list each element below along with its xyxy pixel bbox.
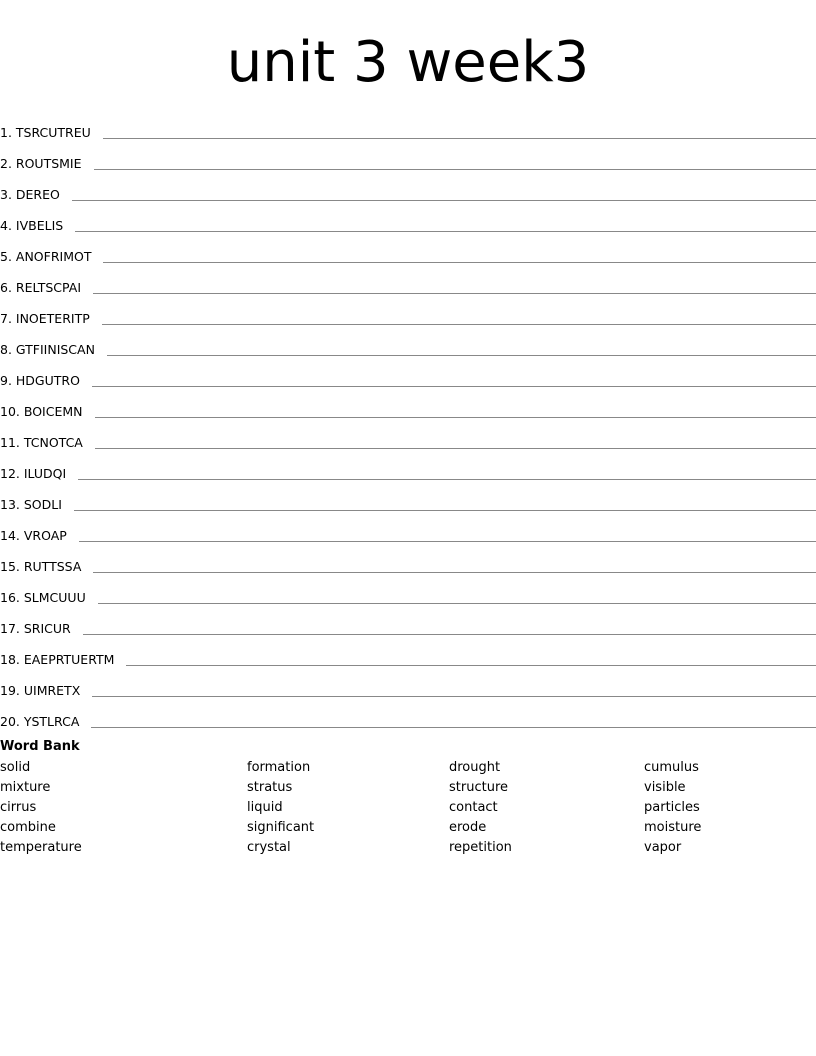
- answer-line[interactable]: [103, 138, 816, 139]
- answer-line[interactable]: [107, 355, 816, 356]
- answer-line[interactable]: [83, 634, 816, 635]
- scrambled-word-label: 11. TCNOTCA: [0, 435, 83, 450]
- word-bank-word: structure: [449, 780, 508, 795]
- scrambled-word-label: 12. ILUDQI: [0, 466, 67, 481]
- word-bank-word: cumulus: [644, 760, 699, 775]
- word-bank-word: vapor: [644, 840, 682, 855]
- puzzle-row: [0, 668, 816, 699]
- puzzle-list: [0, 110, 816, 730]
- word-bank-grid: [0, 758, 816, 858]
- puzzle-row: [0, 172, 816, 203]
- puzzle-row: [0, 203, 816, 234]
- puzzle-row: [0, 327, 816, 358]
- word-bank-word: particles: [644, 800, 700, 815]
- word-bank-word: contact: [449, 800, 498, 815]
- scrambled-word-label: 10. BOICEMN: [0, 404, 83, 419]
- word-bank-word: combine: [0, 820, 56, 835]
- word-bank: [0, 738, 816, 858]
- word-bank-word: erode: [449, 820, 487, 835]
- word-bank-word: temperature: [0, 840, 82, 855]
- puzzle-row: [0, 234, 816, 265]
- word-bank-word: crystal: [247, 840, 291, 855]
- scrambled-word-label: 1. TSRCUTREU: [0, 125, 91, 140]
- puzzle-row: [0, 420, 816, 451]
- scrambled-word-label: 18. EAEPRTUERTM: [0, 652, 115, 667]
- puzzle-row: [0, 513, 816, 544]
- scrambled-word-label: 7. INOETERITP: [0, 311, 90, 326]
- answer-line[interactable]: [79, 541, 816, 542]
- scrambled-word-label: 2. ROUTSMIE: [0, 156, 82, 171]
- puzzle-row: [0, 699, 816, 730]
- scrambled-word-label: 6. RELTSCPAI: [0, 280, 81, 295]
- word-bank-word: moisture: [644, 820, 702, 835]
- word-bank-word: repetition: [449, 840, 512, 855]
- word-bank-word: mixture: [0, 780, 51, 795]
- scrambled-word-label: 13. SODLI: [0, 497, 62, 512]
- puzzle-row: [0, 482, 816, 513]
- puzzle-row: [0, 110, 816, 141]
- scrambled-word-label: 3. DEREO: [0, 187, 60, 202]
- puzzle-row: [0, 265, 816, 296]
- word-bank-title: Word Bank: [0, 739, 80, 754]
- answer-line[interactable]: [95, 417, 816, 418]
- word-bank-word: stratus: [247, 780, 293, 795]
- answer-line[interactable]: [93, 293, 816, 294]
- puzzle-row: [0, 358, 816, 389]
- answer-line[interactable]: [102, 324, 816, 325]
- answer-line[interactable]: [75, 231, 816, 232]
- scrambled-word-label: 20. YSTLRCA: [0, 714, 80, 729]
- answer-line[interactable]: [98, 603, 816, 604]
- scrambled-word-label: 14. VROAP: [0, 528, 67, 543]
- puzzle-row: [0, 606, 816, 637]
- answer-line[interactable]: [74, 510, 816, 511]
- word-bank-word: solid: [0, 760, 31, 775]
- answer-line[interactable]: [78, 479, 816, 480]
- puzzle-row: [0, 575, 816, 606]
- answer-line[interactable]: [103, 262, 816, 263]
- answer-line[interactable]: [91, 727, 816, 728]
- answer-line[interactable]: [94, 169, 816, 170]
- word-bank-word: drought: [449, 760, 501, 775]
- puzzle-row: [0, 544, 816, 575]
- scrambled-word-label: 5. ANOFRIMOT: [0, 249, 92, 264]
- answer-line[interactable]: [72, 200, 816, 201]
- answer-line[interactable]: [95, 448, 816, 449]
- word-bank-word: significant: [247, 820, 315, 835]
- word-bank-word: formation: [247, 760, 311, 775]
- scrambled-word-label: 16. SLMCUUU: [0, 590, 86, 605]
- scrambled-word-label: 8. GTFIINISCAN: [0, 342, 95, 357]
- scrambled-word-label: 15. RUTTSSA: [0, 559, 82, 574]
- puzzle-row: [0, 389, 816, 420]
- scrambled-word-label: 9. HDGUTRO: [0, 373, 80, 388]
- page-title: unit 3 week3: [226, 30, 590, 95]
- answer-line[interactable]: [126, 665, 816, 666]
- scrambled-word-label: 4. IVBELIS: [0, 218, 64, 233]
- answer-line[interactable]: [93, 572, 816, 573]
- scrambled-word-label: 17. SRICUR: [0, 621, 71, 636]
- puzzle-row: [0, 637, 816, 668]
- puzzle-row: [0, 296, 816, 327]
- answer-line[interactable]: [92, 386, 816, 387]
- answer-line[interactable]: [92, 696, 816, 697]
- word-bank-word: liquid: [247, 800, 283, 815]
- scrambled-word-label: 19. UIMRETX: [0, 683, 81, 698]
- puzzle-row: [0, 451, 816, 482]
- word-bank-word: cirrus: [0, 800, 37, 815]
- puzzle-row: [0, 141, 816, 172]
- word-bank-word: visible: [644, 780, 686, 795]
